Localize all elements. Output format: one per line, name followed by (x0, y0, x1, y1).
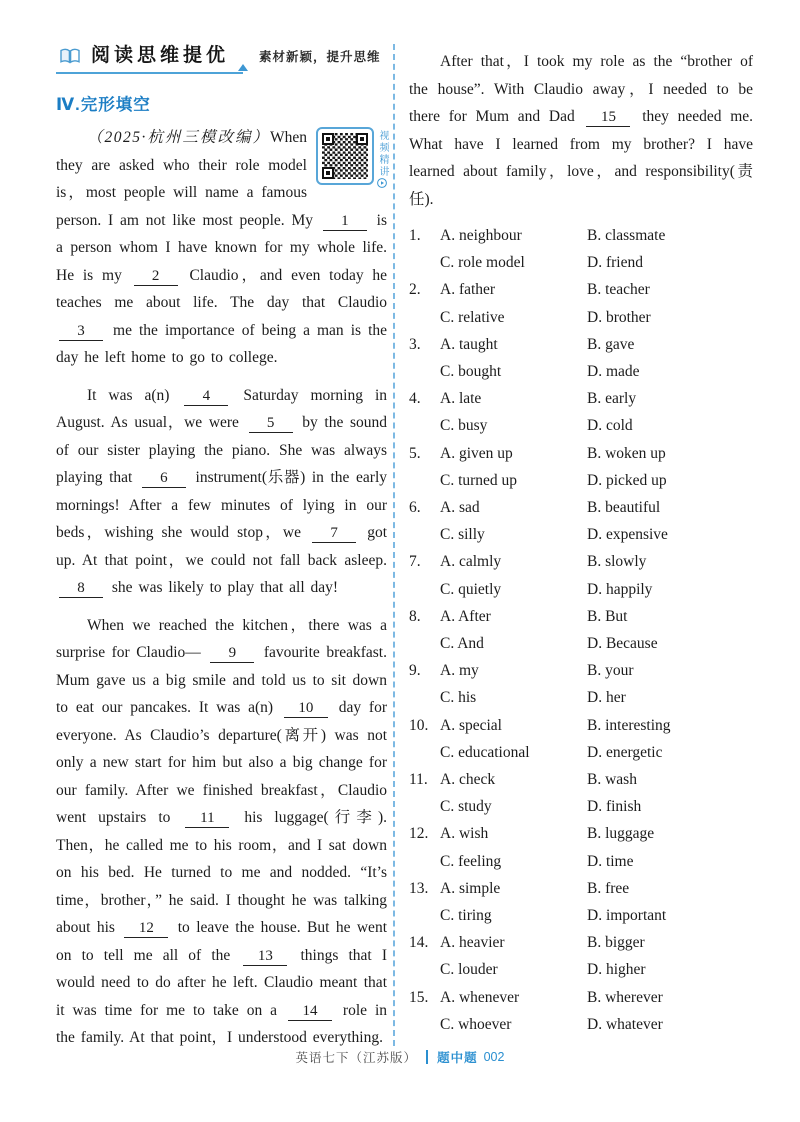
question-number (409, 358, 440, 385)
qr-code (316, 127, 374, 185)
question-number: 1. (409, 227, 421, 244)
option-d: D. picked up (587, 471, 667, 489)
passage-paragraph: （2025·杭州三模改编）When they are asked who their role model is，most people will name a famous person. I am not like most people. My 1 is a person whom I have known for my whole life. He is my 2 Claudio，and even today he teaches me about life. The day that Claudio 3 me the importance of being a man is the day he left home to go to college. (56, 129, 388, 366)
passage-paragraph: It was a(n) 4 Saturday morning in August. As usual，we were 5 by the sound of our sister playing the piano. She was always playing that 6 instrument(乐器) in the early mornings! After a few minutes of lying in our beds，wishing she would stop，we 7 got up. At that point，we could not fall back asleep. 8 she was likely to play that all day! (56, 382, 387, 602)
question-row (409, 956, 753, 983)
footer-divider-bar (426, 1050, 428, 1064)
question-row (409, 412, 753, 439)
footer-book-title: 英语七下（江苏版） (295, 1051, 418, 1065)
page-title: 阅读思维提优 (91, 45, 230, 66)
qr-caption-column (377, 127, 387, 191)
option-a: A. calmly (440, 553, 502, 571)
option-c: C. relative (440, 308, 505, 326)
option-a: A. simple (440, 879, 501, 897)
option-b: B. woken up (587, 444, 666, 462)
question-number (409, 521, 440, 548)
option-c: C. quietly (440, 580, 502, 598)
cloze-blank-6: 6 (142, 470, 186, 488)
option-a: A. check (440, 771, 496, 789)
option-c: C. educational (440, 743, 530, 761)
header-title-group (56, 46, 243, 74)
option-b: B. interesting (587, 716, 671, 734)
option-a: A. wish (440, 825, 489, 843)
question-row (409, 331, 753, 358)
qr-finder-icon (356, 133, 368, 145)
question-row (409, 766, 753, 793)
option-c: C. bought (440, 363, 502, 381)
question-number (409, 630, 440, 657)
exam-source-label: （2025·杭州三模改编） (87, 129, 270, 146)
option-d: D. cold (587, 417, 633, 435)
option-c: C. busy (440, 417, 488, 435)
option-d: D. expensive (587, 526, 668, 544)
option-a: A. neighbour (440, 227, 522, 244)
option-c: C. turned up (440, 471, 518, 489)
triangle-icon (238, 64, 248, 71)
option-b: B. wherever (587, 988, 663, 1006)
option-c: C. whoever (440, 1015, 512, 1033)
qr-finder-icon (322, 167, 334, 179)
question-number: 6. (409, 499, 421, 517)
question-row (409, 440, 753, 467)
option-a: A. taught (440, 335, 498, 353)
option-d: D. her (587, 689, 626, 707)
left-column (56, 46, 387, 1052)
question-row (409, 467, 753, 494)
question-number (409, 304, 440, 331)
question-number (409, 467, 440, 494)
passage-paragraph: When we reached the kitchen，there was a surprise for Claudio— 9 favourite breakfast. Mum gave us a big smile and told us to sit down to eat our pancakes. It was a(n) 10 day for everyone. As Claudio’s departure(离开) was not only a new start for him but also a big change for our family. After we finished breakfast，Claudio went upstairs to 11 his luggage(行李). Then，he called me to his room，and I sat down on his bed. He turned to me and nodded. “It’s time，brother，” he said. I thought he was talking about his 12 to leave the house. But he went on to tell me all of the 13 things that I would need to do after he left. Claudio meant that it was time for me to take on a 14 role in the family. At that point，I understood everything. (56, 616, 388, 1046)
cloze-blank-7: 7 (312, 525, 356, 543)
footer-series-name: 题中题 (437, 1051, 478, 1065)
cloze-blank-8: 8 (59, 580, 103, 598)
question-number: 13. (409, 879, 429, 897)
question-row (409, 494, 753, 521)
cloze-blank-15: 15 (586, 109, 630, 127)
video-qr-block (316, 127, 387, 191)
cloze-blank-10: 10 (284, 700, 328, 718)
question-number: 9. (409, 662, 421, 680)
option-c: C. tiring (440, 907, 492, 925)
cloze-blank-11: 11 (185, 810, 229, 828)
cloze-blank-4: 4 (184, 388, 228, 406)
cloze-blank-14: 14 (288, 1003, 332, 1021)
option-d: D. higher (587, 961, 646, 979)
open-book-icon (58, 47, 82, 65)
question-row (409, 358, 753, 385)
footer-page-number: 002 (483, 1050, 505, 1064)
question-number: 14. (409, 934, 429, 952)
option-d: D. happily (587, 580, 653, 598)
question-number (409, 956, 440, 983)
question-row (409, 902, 753, 929)
option-c: C. study (440, 798, 492, 816)
page-header (56, 46, 387, 74)
option-c: C. And (440, 635, 484, 653)
option-b: B. gave (587, 335, 635, 353)
option-b: B. your (587, 662, 634, 680)
option-b: B. But (587, 607, 628, 625)
question-number (409, 249, 440, 276)
option-b: B. beautiful (587, 499, 661, 517)
option-d: D. made (587, 363, 640, 381)
column-divider (393, 44, 395, 1046)
option-d: D. whatever (587, 1015, 663, 1033)
question-number: 3. (409, 335, 421, 353)
option-a: A. whenever (440, 988, 520, 1006)
question-number: 2. (409, 281, 421, 299)
cloze-blank-12: 12 (124, 920, 168, 938)
question-number: 8. (409, 607, 421, 625)
qr-caption: 视频精讲 (377, 130, 388, 178)
question-number (409, 848, 440, 875)
option-b: B. luggage (587, 825, 655, 843)
passage-left (56, 124, 387, 1052)
question-row (409, 548, 753, 575)
option-b: B. teacher (587, 281, 650, 299)
question-row (409, 684, 753, 711)
question-list (409, 222, 753, 1038)
question-number: 12. (409, 825, 429, 843)
option-d: D. energetic (587, 743, 663, 761)
play-icon (377, 178, 387, 188)
question-row (409, 984, 753, 1011)
option-c: C. his (440, 689, 477, 707)
question-row (409, 929, 753, 956)
cloze-blank-1: 1 (323, 213, 367, 231)
qr-finder-icon (322, 133, 334, 145)
cloze-blank-9: 9 (210, 645, 254, 663)
option-a: A. my (440, 662, 479, 680)
question-number (409, 576, 440, 603)
option-d: D. friend (587, 254, 643, 272)
question-number: 7. (409, 553, 421, 571)
question-number (409, 739, 440, 766)
option-d: D. important (587, 907, 667, 925)
question-row (409, 657, 753, 684)
question-number: 15. (409, 988, 429, 1006)
passage-paragraph: After that，I took my role as the “brother of the house”. With Claudio away，I needed to be there for Mum and Dad 15 they needed me. What have I learned from my brother? I have learned about family，love，and responsibility(责任). (409, 53, 754, 208)
option-d: D. finish (587, 798, 642, 816)
question-row (409, 249, 753, 276)
question-number: 5. (409, 444, 421, 462)
option-c: C. louder (440, 961, 498, 979)
cloze-blank-13: 13 (243, 948, 287, 966)
option-d: D. Because (587, 635, 658, 653)
cloze-blank-5: 5 (249, 415, 293, 433)
option-a: A. late (440, 390, 482, 408)
page-footer (0, 1046, 800, 1068)
question-row (409, 793, 753, 820)
question-row (409, 576, 753, 603)
question-row (409, 385, 753, 412)
option-d: D. time (587, 852, 634, 870)
question-row (409, 875, 753, 902)
question-row (409, 521, 753, 548)
option-a: A. heavier (440, 934, 505, 952)
question-row (409, 304, 753, 331)
question-row (409, 1011, 753, 1038)
question-number (409, 684, 440, 711)
question-row (409, 820, 753, 847)
option-a: A. After (440, 607, 491, 625)
question-row (409, 848, 753, 875)
cloze-blank-3: 3 (59, 323, 103, 341)
option-b: B. bigger (587, 934, 645, 952)
question-number (409, 793, 440, 820)
option-b: B. early (587, 390, 637, 408)
question-row (409, 630, 753, 657)
option-c: C. role model (440, 254, 525, 272)
question-row (409, 712, 753, 739)
option-b: B. slowly (587, 553, 647, 571)
option-b: B. free (587, 879, 630, 897)
cloze-blank-2: 2 (134, 268, 178, 286)
right-column (409, 48, 753, 1038)
passage-right (409, 48, 753, 213)
question-number: 4. (409, 390, 421, 408)
question-number (409, 902, 440, 929)
section-title: Ⅳ.完形填空 (56, 96, 151, 114)
option-a: A. special (440, 716, 502, 734)
option-c: C. silly (440, 526, 485, 544)
question-row (409, 276, 753, 303)
header-tagline: 素材新颖，提升思维 (259, 50, 381, 64)
option-a: A. father (440, 281, 496, 299)
question-number (409, 412, 440, 439)
question-row (409, 603, 753, 630)
question-number: 11. (409, 771, 428, 789)
option-c: C. feeling (440, 852, 502, 870)
option-a: A. given up (440, 444, 513, 462)
question-number (409, 1011, 440, 1038)
option-b: B. wash (587, 771, 637, 789)
option-a: A. sad (440, 499, 480, 517)
question-row (409, 739, 753, 766)
question-number: 10. (409, 716, 429, 734)
question-row (409, 222, 753, 249)
option-b: B. classmate (587, 227, 666, 244)
option-d: D. brother (587, 308, 651, 326)
